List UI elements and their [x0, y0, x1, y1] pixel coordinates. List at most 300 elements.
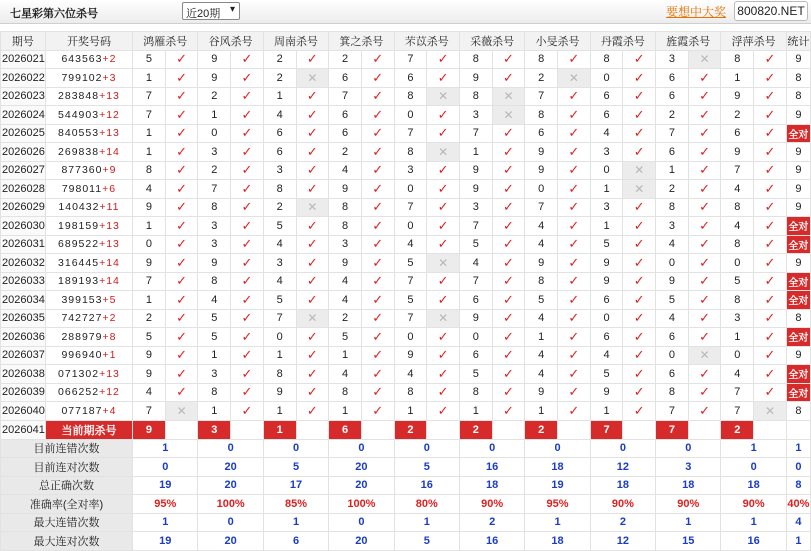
stat-value: 90%: [721, 495, 786, 514]
current-kill-number: 6: [329, 420, 362, 439]
check-icon: ✓: [492, 328, 525, 347]
column-header: 旌霞杀号: [656, 32, 721, 51]
current-spacer: [623, 420, 656, 439]
kill-number: 9: [525, 143, 558, 162]
check-icon: ✓: [754, 143, 787, 162]
kill-number: 7: [133, 106, 166, 125]
draw-digits: 077187: [61, 404, 103, 417]
check-icon: ✓: [231, 309, 264, 328]
stat-value: 0: [329, 513, 394, 532]
check-icon: ✓: [623, 198, 656, 217]
check-icon: ✓: [623, 272, 656, 291]
kill-number: 8: [329, 198, 362, 217]
issue-number: 2026030: [1, 217, 46, 236]
check-icon: ✓: [558, 87, 591, 106]
check-icon: ✓: [296, 346, 329, 365]
cross-icon: ✕: [623, 161, 656, 180]
kill-number: 9: [394, 346, 427, 365]
kill-number: 4: [394, 365, 427, 384]
kill-number: 6: [329, 106, 362, 125]
column-header: 鸿雁杀号: [133, 32, 198, 51]
stat-value: 16: [459, 458, 524, 477]
check-icon: ✓: [361, 180, 394, 199]
kill-number: 3: [198, 143, 231, 162]
kill-number: 9: [133, 346, 166, 365]
issue-number: 2026040: [1, 402, 46, 421]
draw-number: [45, 291, 132, 310]
column-header: 采薇杀号: [459, 32, 524, 51]
stat-value: 2: [459, 513, 524, 532]
check-icon: ✓: [754, 272, 787, 291]
table-row: [1, 143, 811, 162]
kill-number: 3: [263, 254, 296, 273]
stat-value: 0: [198, 439, 263, 458]
stat-value: 1: [721, 513, 786, 532]
check-icon: ✓: [623, 346, 656, 365]
check-icon: ✓: [296, 235, 329, 254]
table-row: [1, 198, 811, 217]
draw-extra: +14: [99, 256, 120, 269]
kill-number: 5: [721, 272, 754, 291]
draw-extra: +1: [102, 349, 117, 362]
draw-extra: +14: [99, 275, 120, 288]
check-icon: ✓: [688, 291, 721, 310]
kill-number: 6: [525, 124, 558, 143]
stat-value: 18: [525, 458, 590, 477]
stat-extra: 1: [786, 532, 810, 551]
current-issue: 2026041: [1, 420, 46, 439]
check-icon: ✓: [165, 309, 198, 328]
draw-number: [45, 124, 132, 143]
check-icon: ✓: [623, 309, 656, 328]
kill-number: 8: [263, 365, 296, 384]
stat-row: [1, 476, 811, 495]
issue-number: 2026022: [1, 69, 46, 88]
stat-value: 20: [198, 532, 263, 551]
check-icon: ✓: [623, 217, 656, 236]
row-stat: 9: [786, 346, 810, 365]
kill-number: 4: [590, 346, 623, 365]
kill-number: 9: [721, 143, 754, 162]
page-title: 七星彩第六位杀号: [10, 8, 98, 20]
check-icon: ✓: [361, 50, 394, 69]
column-header: 浮萍杀号: [721, 32, 786, 51]
stat-value: 1: [525, 513, 590, 532]
check-icon: ✓: [492, 272, 525, 291]
stat-label: 最大连对次数: [1, 532, 133, 551]
check-icon: ✓: [688, 161, 721, 180]
kill-number: 4: [329, 365, 362, 384]
check-icon: ✓: [623, 383, 656, 402]
draw-digits: 643563: [61, 53, 103, 66]
kill-number: 9: [198, 254, 231, 273]
check-icon: ✓: [361, 235, 394, 254]
kill-number: 5: [133, 328, 166, 347]
kill-number: 7: [133, 272, 166, 291]
period-select[interactable]: [182, 2, 240, 20]
cross-icon: ✕: [688, 50, 721, 69]
stat-value: 3: [656, 458, 721, 477]
check-icon: ✓: [165, 87, 198, 106]
kill-number: 0: [656, 254, 689, 273]
check-icon: ✓: [754, 365, 787, 384]
kill-number: 1: [656, 161, 689, 180]
kill-number: 7: [459, 272, 492, 291]
check-icon: ✓: [558, 124, 591, 143]
kill-number: 9: [459, 309, 492, 328]
check-icon: ✓: [361, 328, 394, 347]
row-stat: 9: [786, 198, 810, 217]
check-icon: ✓: [558, 198, 591, 217]
draw-number: [45, 180, 132, 199]
current-spacer: [492, 420, 525, 439]
kill-number: 4: [721, 365, 754, 384]
kill-number: 8: [198, 198, 231, 217]
row-stat: 全对: [786, 217, 810, 236]
kill-number: 7: [263, 309, 296, 328]
row-stat: 全对: [786, 383, 810, 402]
stat-value: 15: [656, 532, 721, 551]
kill-number: 6: [459, 291, 492, 310]
draw-number: [45, 217, 132, 236]
column-header: 统计: [786, 32, 810, 51]
check-icon: ✓: [231, 235, 264, 254]
issue-number: 2026032: [1, 254, 46, 273]
table-row: [1, 346, 811, 365]
kill-number: 8: [721, 235, 754, 254]
kill-number: 8: [459, 383, 492, 402]
check-icon: ✓: [165, 217, 198, 236]
check-icon: ✓: [492, 402, 525, 421]
kill-number: 2: [329, 143, 362, 162]
issue-number: 2026035: [1, 309, 46, 328]
kill-number: 7: [656, 402, 689, 421]
check-icon: ✓: [558, 143, 591, 162]
kill-number: 8: [721, 198, 754, 217]
stat-value: 90%: [590, 495, 655, 514]
draw-extra: +12: [99, 108, 120, 121]
check-icon: ✓: [754, 50, 787, 69]
cross-icon: ✕: [492, 87, 525, 106]
check-icon: ✓: [754, 309, 787, 328]
stat-row: [1, 495, 811, 514]
kill-number: 5: [329, 328, 362, 347]
kill-number: 3: [329, 235, 362, 254]
check-icon: ✓: [558, 106, 591, 125]
kill-number: 4: [133, 383, 166, 402]
kill-number: 0: [394, 180, 427, 199]
draw-digits: 544903: [58, 108, 100, 121]
row-stat: 9: [786, 254, 810, 273]
draw-number: [45, 87, 132, 106]
stat-value: 0: [198, 513, 263, 532]
kill-number: 9: [198, 69, 231, 88]
kill-number: 9: [198, 50, 231, 69]
check-icon: ✓: [427, 328, 460, 347]
stat-value: 18: [721, 476, 786, 495]
draw-extra: +2: [102, 312, 117, 325]
check-icon: ✓: [361, 402, 394, 421]
draw-extra: +4: [102, 404, 117, 417]
issue-number: 2026023: [1, 87, 46, 106]
table-row: [1, 69, 811, 88]
kill-number: 8: [459, 50, 492, 69]
check-icon: ✓: [165, 328, 198, 347]
kill-number: 0: [394, 217, 427, 236]
kill-number: 9: [459, 161, 492, 180]
current-spacer: [361, 420, 394, 439]
check-icon: ✓: [427, 161, 460, 180]
stat-value: 12: [590, 458, 655, 477]
promo-link[interactable]: 要想中大奖: [666, 5, 727, 19]
kill-number: 4: [525, 309, 558, 328]
issue-number: 2026026: [1, 143, 46, 162]
check-icon: ✓: [361, 254, 394, 273]
stat-value: 0: [721, 458, 786, 477]
draw-extra: +13: [99, 219, 120, 232]
kill-number: 9: [263, 383, 296, 402]
table-row: [1, 106, 811, 125]
current-row: [1, 420, 811, 439]
check-icon: ✓: [754, 124, 787, 143]
kill-number: 2: [263, 50, 296, 69]
check-icon: ✓: [361, 383, 394, 402]
check-icon: ✓: [427, 124, 460, 143]
kill-number: 6: [656, 87, 689, 106]
check-icon: ✓: [296, 106, 329, 125]
kill-number: 8: [590, 50, 623, 69]
check-icon: ✓: [754, 254, 787, 273]
kill-number: 3: [198, 365, 231, 384]
check-icon: ✓: [492, 217, 525, 236]
stat-value: 1: [394, 513, 459, 532]
check-icon: ✓: [558, 161, 591, 180]
column-header: 开奖号码: [45, 32, 132, 51]
row-stat: 8: [786, 87, 810, 106]
kill-number: 2: [263, 198, 296, 217]
draw-digits: 840553: [58, 127, 100, 140]
draw-extra: +13: [99, 90, 120, 103]
check-icon: ✓: [361, 309, 394, 328]
draw-extra: +8: [102, 330, 117, 343]
kill-number: 8: [198, 272, 231, 291]
cross-icon: ✕: [427, 254, 460, 273]
issue-number: 2026031: [1, 235, 46, 254]
check-icon: ✓: [231, 272, 264, 291]
check-icon: ✓: [361, 124, 394, 143]
kill-number: 8: [656, 198, 689, 217]
kill-number: 7: [394, 272, 427, 291]
table-row: [1, 328, 811, 347]
check-icon: ✓: [296, 124, 329, 143]
draw-number: [45, 235, 132, 254]
row-stat: 9: [786, 106, 810, 125]
draw-number: [45, 272, 132, 291]
check-icon: ✓: [754, 291, 787, 310]
check-icon: ✓: [492, 180, 525, 199]
kill-number: 1: [263, 402, 296, 421]
kill-number: 7: [459, 124, 492, 143]
kill-number: 4: [329, 291, 362, 310]
check-icon: ✓: [296, 291, 329, 310]
check-icon: ✓: [558, 180, 591, 199]
check-icon: ✓: [623, 124, 656, 143]
kill-number: 1: [198, 402, 231, 421]
stat-label: 目前连错次数: [1, 439, 133, 458]
check-icon: ✓: [231, 87, 264, 106]
stat-extra: 40%: [786, 495, 810, 514]
kill-number: 8: [394, 383, 427, 402]
check-icon: ✓: [296, 143, 329, 162]
check-icon: ✓: [165, 180, 198, 199]
kill-number: 3: [459, 106, 492, 125]
current-stat-spacer: [786, 420, 810, 439]
kill-number: 4: [525, 365, 558, 384]
issue-number: 2026021: [1, 50, 46, 69]
check-icon: ✓: [296, 254, 329, 273]
stat-extra: 1: [786, 439, 810, 458]
stat-value: 100%: [329, 495, 394, 514]
check-icon: ✓: [231, 50, 264, 69]
stat-value: 16: [459, 532, 524, 551]
stat-row: [1, 532, 811, 551]
check-icon: ✓: [361, 365, 394, 384]
draw-extra: +3: [102, 71, 117, 84]
kill-number: 7: [198, 180, 231, 199]
table-row: [1, 87, 811, 106]
kill-number: 6: [329, 69, 362, 88]
kill-number: 8: [525, 106, 558, 125]
draw-number: [45, 254, 132, 273]
stat-value: 95%: [525, 495, 590, 514]
check-icon: ✓: [754, 106, 787, 125]
check-icon: ✓: [296, 50, 329, 69]
check-icon: ✓: [754, 235, 787, 254]
check-icon: ✓: [361, 346, 394, 365]
check-icon: ✓: [296, 272, 329, 291]
check-icon: ✓: [623, 235, 656, 254]
stat-value: 12: [590, 532, 655, 551]
check-icon: ✓: [165, 106, 198, 125]
check-icon: ✓: [296, 180, 329, 199]
issue-number: 2026036: [1, 328, 46, 347]
stat-value: 0: [133, 458, 198, 477]
stat-value: 20: [329, 476, 394, 495]
kill-number: 7: [525, 87, 558, 106]
check-icon: ✓: [231, 161, 264, 180]
table-row: [1, 291, 811, 310]
period-select-value: 近20期: [186, 8, 221, 20]
kill-number: 1: [133, 124, 166, 143]
stat-value: 19: [133, 476, 198, 495]
kill-number: 7: [721, 161, 754, 180]
check-icon: ✓: [754, 180, 787, 199]
kill-number: 1: [133, 143, 166, 162]
kill-number: 9: [525, 254, 558, 273]
kill-number: 1: [590, 217, 623, 236]
draw-number: [45, 365, 132, 384]
stat-value: 0: [459, 439, 524, 458]
check-icon: ✓: [754, 87, 787, 106]
kill-number: 6: [394, 69, 427, 88]
row-stat: 全对: [786, 272, 810, 291]
table-row: [1, 217, 811, 236]
draw-extra: +2: [102, 53, 117, 66]
table-row: [1, 383, 811, 402]
check-icon: ✓: [492, 161, 525, 180]
check-icon: ✓: [558, 50, 591, 69]
check-icon: ✓: [492, 124, 525, 143]
kill-number: 7: [394, 124, 427, 143]
kill-number: 1: [590, 402, 623, 421]
check-icon: ✓: [492, 383, 525, 402]
check-icon: ✓: [558, 235, 591, 254]
kill-number: 4: [525, 217, 558, 236]
kill-number: 0: [721, 254, 754, 273]
row-stat: 9: [786, 143, 810, 162]
check-icon: ✓: [165, 272, 198, 291]
kill-number: 8: [394, 87, 427, 106]
issue-number: 2026038: [1, 365, 46, 384]
kill-number: 5: [263, 291, 296, 310]
kill-number: 8: [721, 50, 754, 69]
draw-digits: 399153: [61, 293, 103, 306]
kill-number: 6: [656, 143, 689, 162]
draw-digits: 798011: [61, 182, 103, 195]
check-icon: ✓: [231, 402, 264, 421]
stat-value: 95%: [133, 495, 198, 514]
kill-number: 9: [656, 272, 689, 291]
stat-label: 目前连对次数: [1, 458, 133, 477]
stat-value: 19: [525, 476, 590, 495]
kill-number: 1: [133, 69, 166, 88]
kill-number: 6: [263, 124, 296, 143]
kill-number: 5: [394, 291, 427, 310]
check-icon: ✓: [427, 69, 460, 88]
top-bar: [0, 0, 811, 24]
check-icon: ✓: [165, 143, 198, 162]
kill-number: 6: [590, 87, 623, 106]
draw-number: [45, 50, 132, 69]
draw-extra: +5: [102, 293, 117, 306]
stat-value: 1: [133, 513, 198, 532]
kill-number: 8: [133, 161, 166, 180]
check-icon: ✓: [427, 402, 460, 421]
check-icon: ✓: [623, 50, 656, 69]
stat-value: 0: [329, 439, 394, 458]
stat-row: [1, 458, 811, 477]
draw-digits: 189193: [58, 275, 100, 288]
check-icon: ✓: [688, 328, 721, 347]
domain-badge[interactable]: 800820.NET: [734, 1, 808, 21]
kill-number: 9: [721, 87, 754, 106]
current-label: 当前期杀号: [45, 420, 132, 439]
draw-extra: +6: [102, 182, 117, 195]
kill-number: 4: [133, 180, 166, 199]
kill-number: 0: [198, 124, 231, 143]
check-icon: ✓: [427, 180, 460, 199]
kill-number: 8: [329, 217, 362, 236]
kill-number: 8: [459, 87, 492, 106]
stat-value: 1: [721, 439, 786, 458]
check-icon: ✓: [558, 309, 591, 328]
kill-number: 0: [394, 328, 427, 347]
kill-number: 2: [656, 180, 689, 199]
check-icon: ✓: [231, 69, 264, 88]
check-icon: ✓: [165, 365, 198, 384]
kill-number: 6: [590, 328, 623, 347]
check-icon: ✓: [688, 402, 721, 421]
